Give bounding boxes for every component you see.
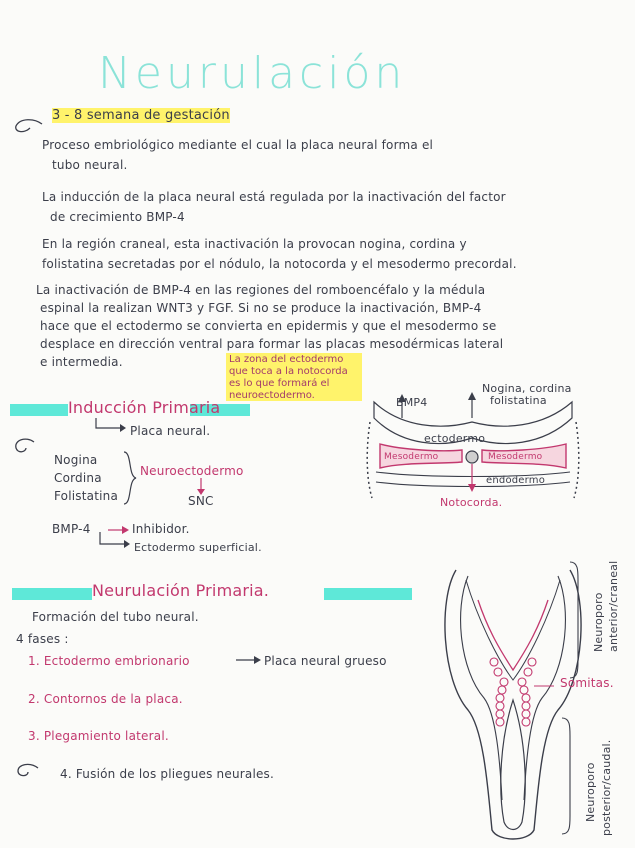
note-line: neuroectodermo. — [229, 390, 315, 401]
factor-folistatina: Folistatina — [54, 489, 118, 503]
neuroectodermo: Neuroectodermo — [140, 464, 244, 478]
bmp4-diagram-label: BMP4 — [396, 396, 428, 409]
p4-line1: La inactivación de BMP-4 en las regiones del romboencéfalo y la médula — [36, 283, 486, 297]
p1-line2: tubo neural. — [52, 158, 128, 172]
marker-left — [10, 404, 68, 416]
factor-cordina: Cordina — [54, 471, 102, 485]
page-title: Neurulación — [98, 48, 407, 99]
factor-nogina: Nogina — [54, 453, 98, 467]
step-2: 2. Contornos de la placa. — [28, 692, 183, 706]
ectodermo-label: ectodermo — [424, 432, 486, 445]
highlight-note — [226, 353, 362, 401]
neuroporo-anterior-line1: Neuroporo — [592, 592, 605, 652]
notocorda-label: Notocorda. — [440, 496, 503, 509]
p2-line2: de crecimiento BMP-4 — [50, 210, 185, 224]
p4-line2: espinal la realizan WNT3 y FGF. Si no se produce la inactivación, BMP-4 — [40, 301, 482, 315]
arrow-icon — [94, 418, 128, 438]
neuroporo-posterior-line2: posterior/caudal. — [600, 739, 613, 836]
note-line: es lo que formará el — [229, 378, 330, 389]
factors-diagram-line1: Nogina, cordina — [482, 382, 572, 395]
step-3: 3. Plegamiento lateral. — [28, 729, 169, 743]
weeks-line — [52, 108, 230, 123]
p3-line1: En la región craneal, esta inactivación la provocan nogina, cordina y — [42, 237, 467, 251]
marker-left — [12, 588, 92, 600]
p3-line2: folistatina secretadas por el nódulo, la notocorda y el mesodermo precordal. — [42, 257, 517, 271]
note-line: La zona del ectodermo — [229, 354, 344, 365]
induccion-heading: Inducción Primaria — [68, 398, 221, 417]
somitas-label: Somitas. — [560, 676, 614, 690]
step-1-result: Placa neural grueso — [264, 654, 387, 668]
brace-icon — [122, 450, 138, 506]
arrow-icon — [98, 532, 132, 552]
mesodermo-right-label: Mesodermo — [488, 452, 543, 462]
step-4: 4. Fusión de los pliegues neurales. — [60, 767, 275, 781]
formacion-text: Formación del tubo neural. — [32, 610, 199, 624]
ectodermo-superficial: Ectodermo superficial. — [134, 541, 262, 554]
neurulacion-heading: Neurulación Primaria. — [92, 581, 270, 600]
swirl-bullet-icon — [10, 436, 38, 458]
endodermo-label: endodermo — [486, 475, 546, 486]
mesodermo-left-label: Mesodermo — [384, 452, 439, 462]
swirl-bullet-icon — [12, 762, 42, 780]
note-line: que toca a la notocorda — [229, 366, 348, 377]
p2-line1: La inducción de la placa neural está regulada por la inactivación del factor — [42, 190, 506, 204]
bracket-icon — [560, 716, 576, 836]
fases-text: 4 fases : — [16, 632, 69, 646]
bracket-icon — [568, 560, 584, 680]
p1-line1: Proceso embriológico mediante el cual la placa neural forma el — [42, 138, 434, 152]
neuroporo-posterior-line1: Neuroporo — [584, 762, 597, 822]
neuroporo-anterior-line2: anterior/craneal — [607, 560, 620, 652]
snc: SNC — [188, 494, 214, 508]
bmp4-label: BMP-4 — [52, 522, 91, 536]
factors-diagram-line2: folistatina — [490, 394, 547, 407]
marker-right — [324, 588, 412, 600]
p4-line3: hace que el ectodermo se convierta en epidermis y que el mesodermo se — [40, 319, 497, 333]
weeks-text: 3 - 8 semana de gestación — [52, 108, 230, 123]
inhibidor: Inhibidor. — [132, 522, 190, 536]
placa-neural: Placa neural. — [130, 424, 211, 438]
p4-line5: e intermedia. — [40, 355, 123, 369]
arrow-icon — [236, 654, 262, 666]
p4-line4: desplace en dirección ventral para formar las placas mesodérmicas lateral — [40, 337, 504, 351]
swirl-bullet-icon — [12, 116, 46, 136]
step-1: 1. Ectodermo embrionario — [28, 654, 190, 668]
